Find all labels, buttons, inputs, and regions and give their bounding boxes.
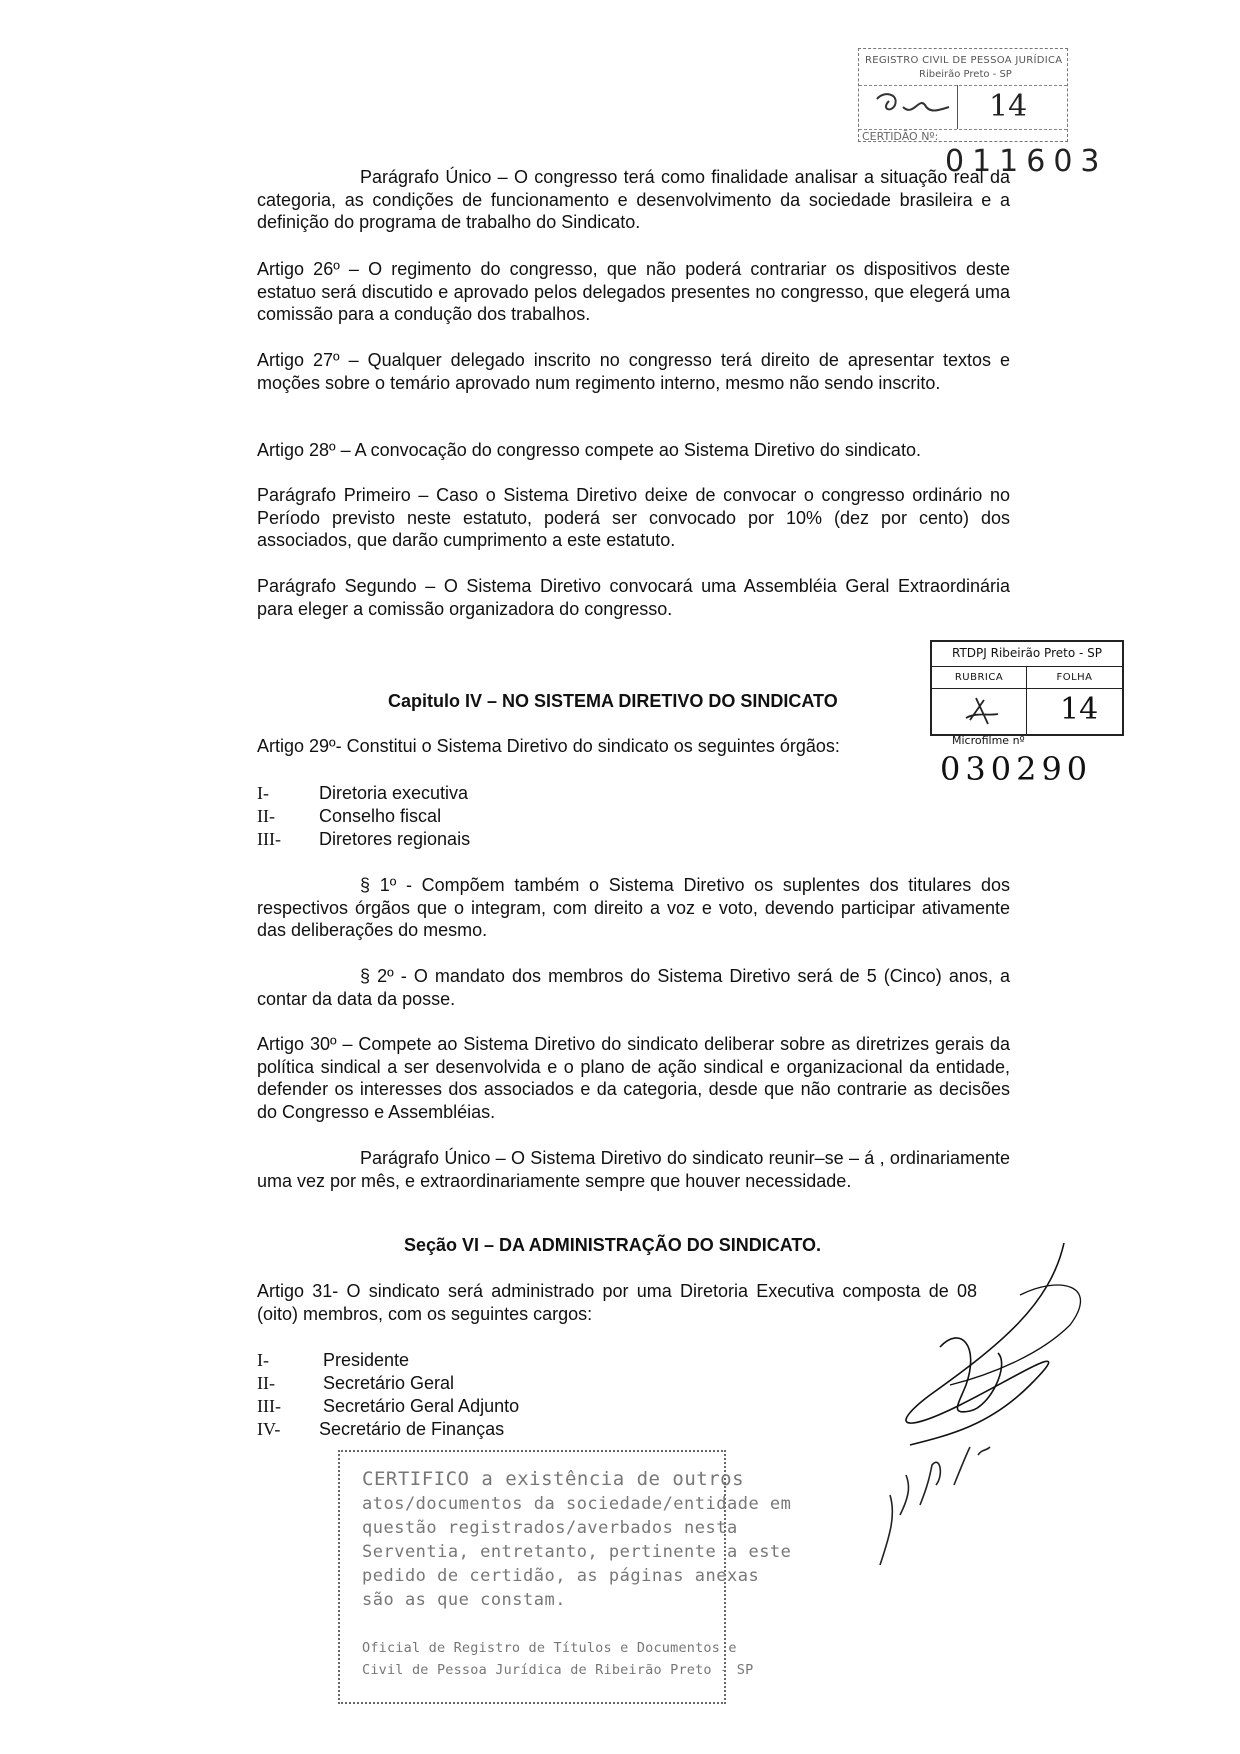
folha-label: FOLHA <box>1056 672 1093 683</box>
heading-capitulo-iv: Capitulo IV – NO SISTEMA DIRETIVO DO SINDICATO <box>388 691 838 711</box>
certificate-line: pedido de certidão, as páginas anexas <box>362 1566 760 1586</box>
rubrica-signature-icon <box>962 690 1002 730</box>
registry-stamp <box>858 48 1068 142</box>
heading-secao-vi: Seção VI – DA ADMINISTRAÇÃO DO SINDICATO. <box>404 1235 822 1255</box>
artigo-31: Artigo 31- O sindicato será administrado por uma Diretoria Executiva composta de 08 (oito) membros, com os seguintes cargos: <box>257 1281 977 1324</box>
orgaos-list <box>257 782 470 851</box>
certidao-label: CERTIDÃO Nº: <box>862 130 939 143</box>
paragrafo-2: § 2º - O mandato dos membros do Sistema Diretivo será de 5 (Cinco) anos, a contar da data da posse. <box>257 966 1010 1009</box>
stamp-signature-icon <box>873 87 955 127</box>
registry-stamp-line1: REGISTRO CIVIL DE PESSOA JURÍDICA <box>865 55 1063 66</box>
artigo-28: Artigo 28º – A convocação do congresso compete ao Sistema Diretivo do sindicato. <box>257 440 921 460</box>
stamp-folio-handwritten: 14 <box>989 89 1028 124</box>
certificate-stamp <box>338 1450 792 1704</box>
artigo-30: Artigo 30º – Compete ao Sistema Diretivo do sindicato deliberar sobre as diretrizes gerais da política sindical a ser desenvolvida e o plano de ação sindical e organizacional da entidade, defender os interesses dos associados e da categoria, desde que não contrarie as decisões do Congresso e Assembléias. <box>257 1034 1010 1122</box>
certificate-line: atos/documentos da sociedade/entidade em <box>362 1494 792 1514</box>
paragrafo-segundo: Parágrafo Segundo – O Sistema Diretivo convocará uma Assembléia Geral Extraordinária para eleger a comissão organizadora do congresso. <box>257 576 1010 619</box>
certificate-line: são as que constam. <box>362 1590 566 1610</box>
certificate-line: questão registrados/averbados nesta <box>362 1518 738 1538</box>
certidao-number: 011603 <box>945 144 1108 179</box>
cargos-list <box>257 1349 519 1441</box>
paragrafo-primeiro: Parágrafo Primeiro – Caso o Sistema Diretivo deixe de convocar o congresso ordinário no Período previsto neste estatuto, poderá ser convocado por 10% (dez por cento) dos associados, que darão cumprimento a este estatuto. <box>257 485 1010 551</box>
list-item: III- Secretário Geral Adjunto <box>257 1396 520 1416</box>
rtdpj-stamp <box>930 640 1124 736</box>
list-item: IV- Secretário de Finanças <box>257 1419 505 1439</box>
list-item: II- Secretário Geral <box>257 1373 455 1393</box>
list-item: I- Diretoria executiva <box>257 783 469 803</box>
list-item: III- Diretores regionais <box>257 829 471 849</box>
rubrica-label: RUBRICA <box>954 672 1004 683</box>
rtdpj-header: RTDPJ Ribeirão Preto - SP <box>951 646 1102 660</box>
certificate-line: CERTIFICO a existência de outros <box>362 1468 745 1490</box>
paragrafo-unico-congresso: Parágrafo Único – O congresso terá como finalidade analisar a situação real da categoria, as condições de funcionamento e desenvolvimento da sociedade brasileira e a definição do programa de trabalho do Sindicato. <box>257 167 1010 233</box>
artigo-27: Artigo 27º – Qualquer delegado inscrito no congresso terá direito de apresentar textos e moções sobre o temário aprovado num regimento interno, mesmo não sendo inscrito. <box>257 350 1010 393</box>
office-line: Civil de Pessoa Jurídica de Ribeirão Preto - SP <box>362 1662 754 1678</box>
paragrafo-1: § 1º - Compõem também o Sistema Diretivo os suplentes dos titulares dos respectivos órgãos que o integram, com direito a voz e voto, devendo participar ativamente das deliberações do mesmo. <box>257 875 1010 941</box>
paragrafo-unico-reuniao: Parágrafo Único – O Sistema Diretivo do sindicato reunir–se – á , ordinariamente uma vez por mês, e extraordinariamente sempre que houver necessidade. <box>257 1148 1010 1191</box>
artigo-26: Artigo 26º – O regimento do congresso, que não poderá contrariar os dispositivos deste estatuo será discutido e aprovado pelos delegados presentes no congresso, que elegerá uma comissão para a condução dos trabalhos. <box>257 259 1010 325</box>
certificate-line: Serventia, entretanto, pertinente a este <box>362 1542 792 1562</box>
list-item: II- Conselho fiscal <box>257 806 442 826</box>
signature-icon <box>870 1235 1110 1595</box>
registry-stamp-line2: Ribeirão Preto - SP <box>919 69 1012 80</box>
office-line: Oficial de Registro de Títulos e Documentos e <box>362 1640 737 1656</box>
microfilme-number: 030290 <box>940 750 1093 788</box>
artigo-29: Artigo 29º- Constitui o Sistema Diretivo do sindicato os seguintes órgãos: <box>257 736 840 756</box>
folha-handwritten: 14 <box>1060 692 1099 727</box>
microfilme-label: Microfilme nº <box>952 734 1025 747</box>
list-item: I- Presidente <box>257 1350 410 1370</box>
